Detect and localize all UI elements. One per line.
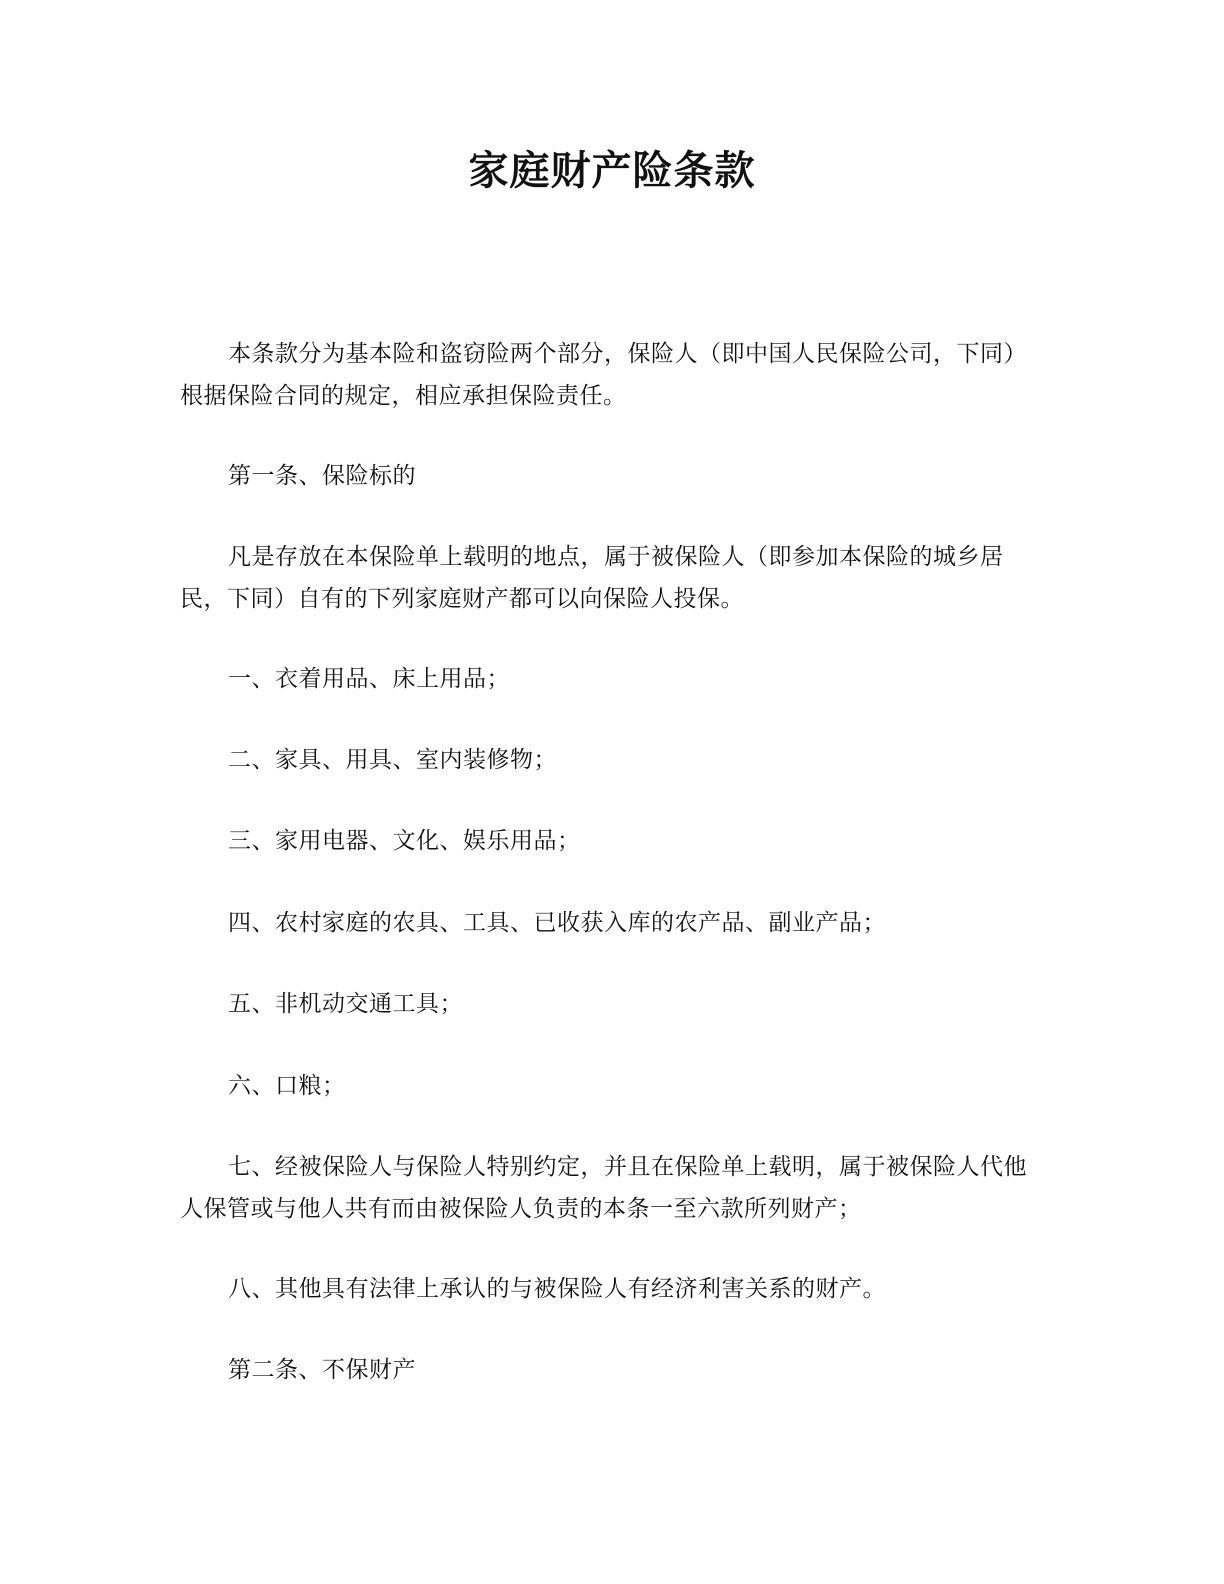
article-1-body-paragraph: 凡是存放在本保险单上载明的地点，属于被保险人（即参加本保险的城乡居民，下同）自有的下列家庭财产都可以向保险人投保。 [180,544,1004,612]
list-item-8: 八、其他具有法律上承认的与被保险人有经济利害关系的财产。 [228,1276,886,1302]
list-item-7: 七、经被保险人与保险人特别约定，并且在保险单上载明，属于被保险人代他人保管或与他人共有而由被保险人负责的本条一至六款所列财产； [180,1154,1027,1222]
list-item-2: 二、家具、用具、室内装修物； [228,747,557,773]
list-item-5: 五、非机动交通工具； [228,991,463,1017]
document-title: 家庭财产险条款 [468,148,756,194]
list-item-3: 三、家用电器、文化、娱乐用品； [228,828,581,854]
list-item-6: 六、口粮； [228,1073,346,1099]
list-item-1: 一、衣着用品、床上用品； [228,666,510,692]
list-item-4: 四、农村家庭的农具、工具、已收获入库的农产品、副业产品； [228,910,886,936]
article-1-heading: 第一条、保险标的 [228,463,416,489]
intro-paragraph: 本条款分为基本险和盗窃险两个部分，保险人（即中国人民保险公司，下同）根据保险合同的规定，相应承担保险责任。 [180,341,1027,409]
article-2-heading: 第二条、不保财产 [228,1357,416,1383]
